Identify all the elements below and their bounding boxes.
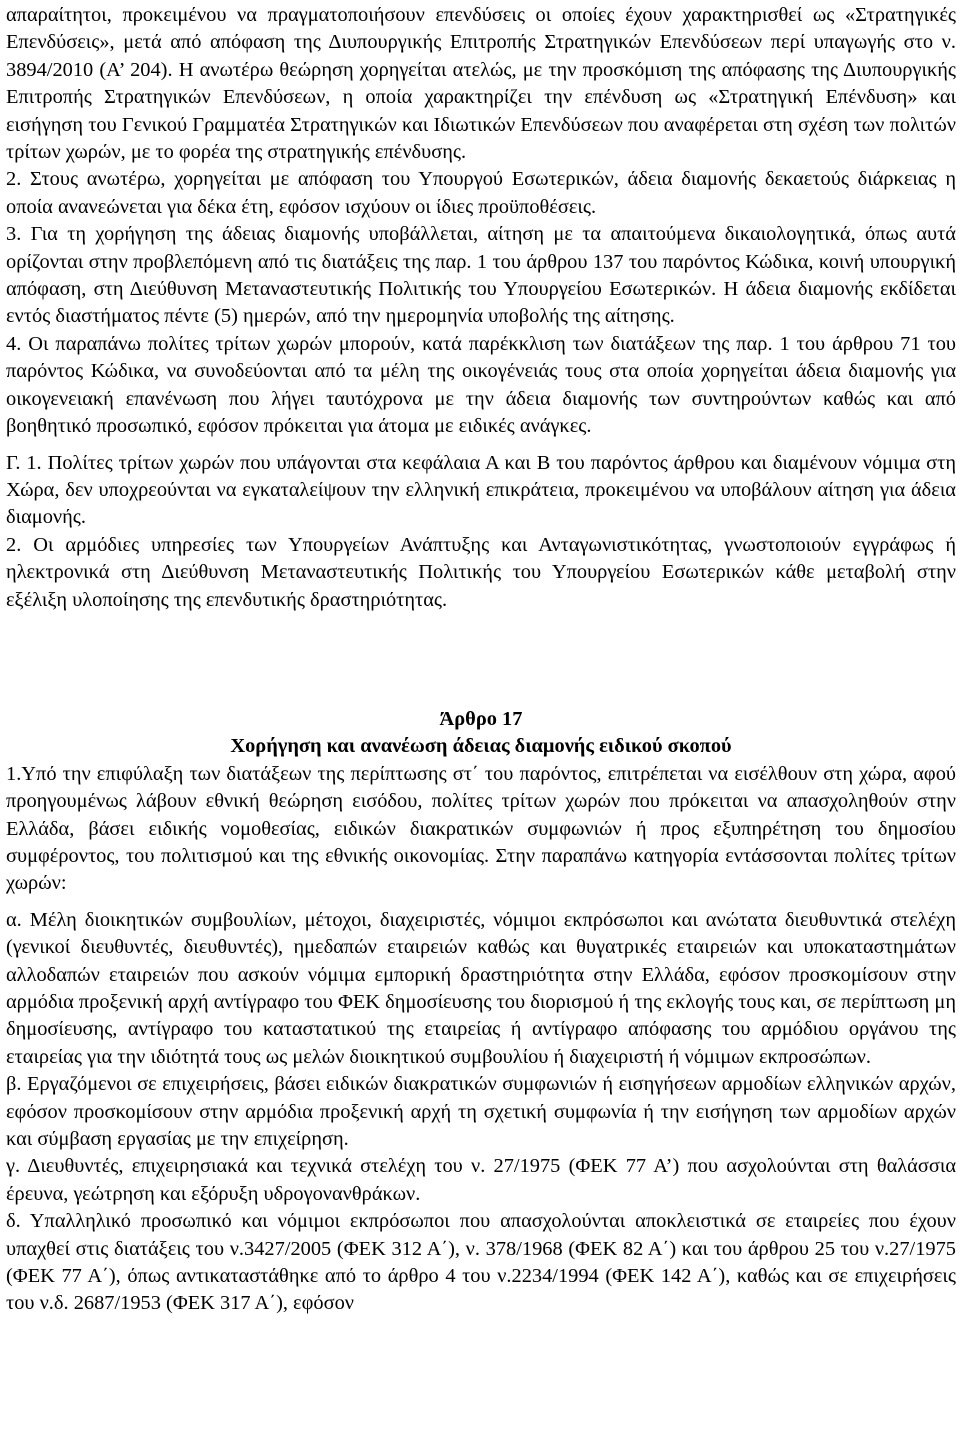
spacer bbox=[6, 614, 956, 706]
paragraph-g1-legal-residents: Γ. 1. Πολίτες τρίτων χωρών που υπάγονται στα κεφάλαια Α και Β του παρόντος άρθρου και διαμένουν νόμιμα στη Χώρα, δεν υποχρεούνται να εγκαταλείψουν την ελληνική επικράτεια, προκειμένου να υποβάλουν αίτηση για άδεια διαμονής. bbox=[6, 451, 956, 529]
paragraph-g-hydrocarbons-staff: γ. Διευθυντές, επιχειρησιακά και τεχνικά στελέχη του ν. 27/1975 (ΦΕΚ 77 Α’) που ασχολούνται στη θαλάσσια έρευνα, γεώτρηση και εξόρυξη υδρογονανθράκων. bbox=[6, 1155, 956, 1205]
article-heading: Άρθρο 17 bbox=[439, 707, 523, 730]
paragraph-4-family-members: 4. Οι παραπάνω πολίτες τρίτων χωρών μπορούν, κατά παρέκκλιση των διατάξεων της παρ. 1 του άρθρου 71 του παρόντος Κώδικα, να συνοδεύονται από τα μέλη της οικογένειάς τους στα οποία χορηγείται άδεια διαμονής για οικογενειακή επανένωση που λήγει ταυτόχρονα με την άδεια διαμονής των συντηρούντων καθώς και από βοηθητικό προσωπικό, εφόσον πρόκειται για άτομα με ειδικές ανάγκες. bbox=[6, 332, 956, 438]
article-title: Χορήγηση και ανανέωση άδειας διαμονής ειδικού σκοπού bbox=[230, 735, 732, 758]
paragraph-g2-notification: 2. Οι αρμόδιες υπηρεσίες των Υπουργείων Ανάπτυξης και Ανταγωνιστικότητας, γνωστοποιούν εγγράφως ή ηλεκτρονικά στη Διεύθυνση Μεταναστευτικής Πολιτικής του Υπουργείου Εσωτερικών κάθε μεταβολή στην εξέλιξη υλοποίησης της επενδυτικής δραστηριότητας. bbox=[6, 533, 956, 611]
document-page bbox=[6, 2, 956, 1318]
paragraph-strategic-investments-visa: απαραίτητοι, προκειμένου να πραγματοποιήσουν επενδύσεις οι οποίες έχουν χαρακτηρισθεί ως «Στρατηγικές Επενδύσεις», μετά από απόφαση της Διυπουργικής Επιτροπής Στρατηγικών Επενδύσεων περί υπαγωγής στο ν. 3894/2010 (Α’ 204). Η ανωτέρω θεώρηση χορηγείται ατελώς, με την προσκόμιση της απόφασης της Διυπουργικής Επιτροπής Στρατηγικών Επενδύσεων, η οποία χαρακτηρίζει την επένδυση ως «Στρατηγική Επένδυση» και εισήγηση του Γενικού Γραμματέα Στρατηγικών και Ιδιωτικών Επενδύσεων που αναφέρεται στη σχέση των πολιτών τρίτων χωρών, με το φορέα της στρατηγικής επένδυσης. bbox=[6, 4, 956, 164]
paragraph-a-board-members: α. Μέλη διοικητικών συμβουλίων, μέτοχοι, διαχειριστές, νόμιμοι εκπρόσωποι και ανώτατα διευθυντικά στελέχη (γενικοί διευθυντές, διευθυντές), ημεδαπών εταιρειών καθώς και θυγατρικές εταιρειών και υποκαταστημάτων αλλοδαπών εταιρειών που ασκούν νόμιμα εμπορική δραστηριότητα στην Ελλάδα, εφόσον προσκομίσουν στην αρμόδια προξενική αρχή αντίγραφο του ΦΕΚ δημοσίευσης του διορισμού ή της εκλογής τους και, σε περίπτωση μη δημοσίευσης, αντίγραφο του καταστατικού της εταιρείας ή αντίγραφο απόφασης του αρμόδιου οργάνου της εταιρείας για την ιδιότητά τους ως μελών διοικητικού συμβουλίου ή διαχειριστή ή νόμιμων εκπροσώπων. bbox=[6, 908, 956, 1068]
spacer bbox=[6, 898, 956, 907]
paragraph-3-permit-application: 3. Για τη χορήγηση της άδειας διαμονής υποβάλλεται, αίτηση με τα απαιτούμενα δικαιολογητικά, όπως αυτά ορίζονται στην προβλεπόμενη από τις διατάξεις της παρ. 1 του άρθρου 137 του παρόντος Κώδικα, κοινή υπουργική απόφαση, στη Διεύθυνση Μεταναστευτικής Πολιτικής του Υπουργείου Εσωτερικών. Η άδεια διαμονής εκδίδεται εντός διαστήματος πέντε (5) ημερών, από την ημερομηνία υποβολής της αίτησης. bbox=[6, 223, 956, 328]
paragraph-b-employees: β. Εργαζόμενοι σε επιχειρήσεις, βάσει ειδικών διακρατικών συμφωνιών ή εισηγήσεων αρμοδίων ελληνικών αρχών, εφόσον προσκομίσουν στην αρμόδια προξενική αρχή τη σχετική συμφωνία ή την εισήγηση των αρμοδίων αρχών και σύμβαση εργασίας με την επιχείρηση. bbox=[6, 1073, 956, 1151]
paragraph-2-ten-year-permit: 2. Στους ανωτέρω, χορηγείται με απόφαση του Υπουργού Εσωτερικών, άδεια διαμονής δεκαετούς διάρκειας η οποία ανανεώνεται για δέκα έτη, εφόσον ισχύουν οι ίδιες προϋποθέσεις. bbox=[6, 168, 956, 218]
spacer bbox=[6, 441, 956, 450]
paragraph-d-clerical-staff: δ. Υπαλληλικό προσωπικό και νόμιμοι εκπρόσωποι που απασχολούνται αποκλειστικά σε εταιρείες που έχουν υπαχθεί στις διατάξεις του ν.3427/2005 (ΦΕΚ 312 Α΄), ν. 378/1968 (ΦΕΚ 82 Α΄) και του άρθρου 25 του ν.27/1975 (ΦΕΚ 77 Α΄), όπως αντικαταστάθηκε από το άρθρο 4 του ν.2234/1994 (ΦΕΚ 142 Α΄), καθώς και σε επιχειρήσεις του ν.δ. 2687/1953 (ΦΕΚ 317 Α΄), εφόσον bbox=[6, 1210, 956, 1315]
paragraph-1-special-purpose-entry: 1.Υπό την επιφύλαξη των διατάξεων της περίπτωσης στ΄ του παρόντος, επιτρέπεται να εισέλθουν στη χώρα, αφού προηγουμένως λάβουν εθνική θεώρηση εισόδου, πολίτες τρίτων χωρών που πρόκειται να απασχοληθούν στην Ελλάδα, βάσει ειδικής νομοθεσίας, ειδικών διακρατικών συμφωνιών ή προς εξυπηρέτηση του δημοσίου συμφέροντος, του πολιτισμού και της εθνικής οικονομίας. Στην παραπάνω κατηγορία εντάσσονται πολίτες τρίτων χωρών: bbox=[6, 762, 956, 895]
